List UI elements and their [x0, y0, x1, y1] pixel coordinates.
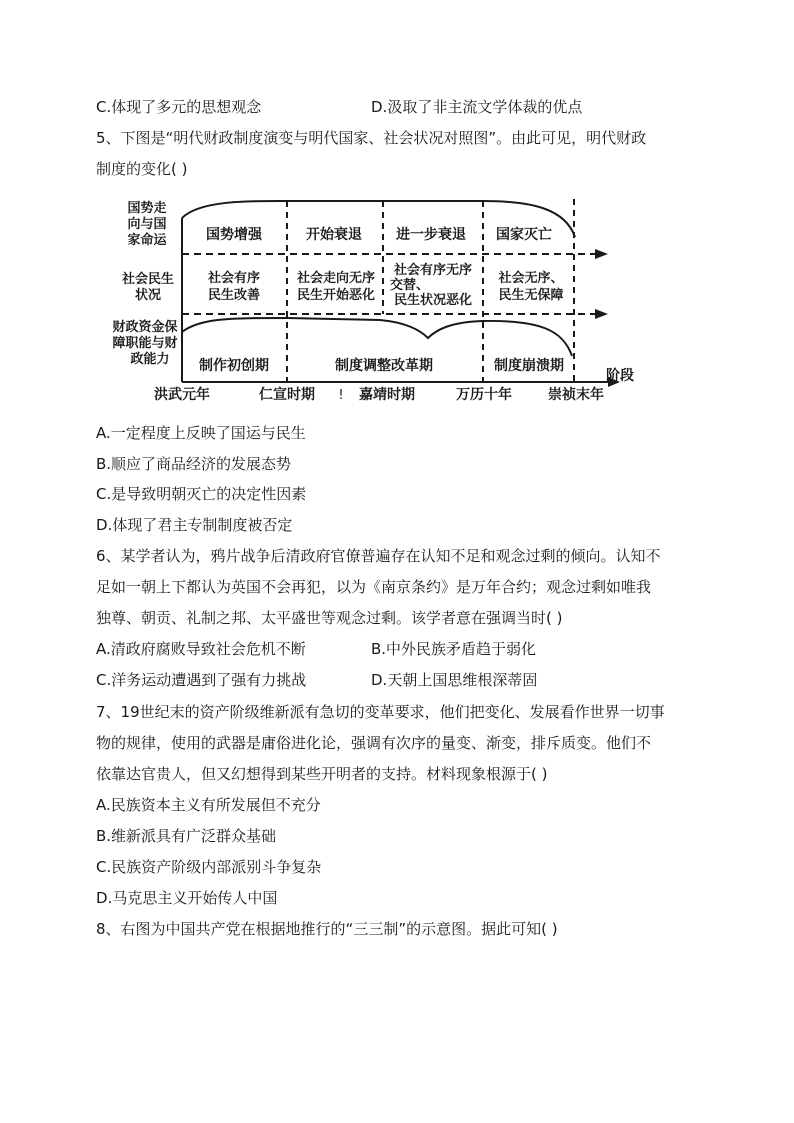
row-label-national-2: 向与国 [127, 217, 167, 232]
row-label-fiscal-1: 财政资金保 [112, 320, 178, 335]
fiscal-trend-curve [182, 318, 572, 356]
timeline-axis-label: 阶段 [606, 368, 634, 384]
q4-option-d: D.汲取了非主流文学体裁的优点 [371, 98, 583, 116]
national-cell-2: 开始衰退 [306, 227, 362, 243]
timeline-mark: ! [338, 388, 344, 403]
q6-option-d: D.天朝上国思维根深蒂固 [371, 671, 538, 689]
arrowhead-upper [595, 249, 608, 259]
q7-stem-line1: 7、19世纪末的资产阶级维新派有急切的变革要求，他们把变化、发展看作世界一切事 [96, 703, 665, 721]
national-cell-4: 国家灭亡 [496, 227, 552, 243]
q7-option-b: B.维新派具有广泛群众基础 [96, 827, 277, 845]
ming-fiscal-diagram [0, 190, 794, 420]
timeline-label-chongzhen: 崇祯末年 [548, 387, 604, 403]
q8-stem: 8、右图为中国共产党在根据地推行的“三三制”的示意图。据此可知( ) [96, 920, 558, 938]
social-cell-4a: 社会无序、 [498, 271, 564, 286]
fiscal-cell-1: 制作初创期 [199, 358, 269, 374]
social-cell-1b: 民生改善 [207, 288, 261, 303]
arrowhead-lower [595, 309, 608, 319]
timeline-label-hongwu: 洪武元年 [154, 387, 210, 403]
social-cell-1a: 社会有序 [207, 271, 261, 286]
q7-stem-line3: 依靠达官贵人，但又幻想得到某些开明者的支持。材料现象根源于( ) [96, 765, 548, 783]
row-label-national-1: 国势走 [127, 201, 167, 216]
row-label-social-1: 社会民生 [121, 272, 175, 287]
q6-option-b: B.中外民族矛盾趋于弱化 [371, 640, 537, 658]
q6-option-a: A.清政府腐败导致社会危机不断 [96, 640, 306, 658]
timeline-label-wanli: 万历十年 [456, 387, 512, 403]
row-label-fiscal-2: 障职能与财 [112, 336, 178, 351]
q5-option-c: C.是导致明朝灭亡的决定性因素 [96, 485, 307, 503]
social-cell-3c: 民生状况恶化 [393, 293, 473, 308]
timeline-label-renxuan: 仁宣时期 [259, 387, 315, 403]
social-cell-4b: 民生无保障 [498, 288, 564, 303]
row-label-national-3: 家命运 [127, 233, 167, 248]
q5-stem-line1: 5、下图是“明代财政制度演变与明代国家、社会状况对照图”。由此可见，明代财政 [96, 129, 647, 147]
social-cell-2a: 社会走向无序 [296, 271, 376, 286]
q6-option-c: C.洋务运动遭遇到了强有力挑战 [96, 671, 307, 689]
q6-stem-line1: 6、某学者认为，鸦片战争后清政府官僚普遍存在认知不足和观念过剩的倾向。认知不 [96, 547, 661, 565]
q6-stem-line2: 足如一朝上下都认为英国不会再犯，以为《南京条约》是万年合约；观念过剩如唯我 [96, 578, 652, 596]
q5-option-b: B.顺应了商品经济的发展态势 [96, 455, 292, 473]
row-label-social-2: 状况 [134, 288, 162, 303]
national-cell-1: 国势增强 [206, 227, 262, 243]
q5-option-a: A.一定程度上反映了国运与民生 [96, 424, 306, 442]
row-label-fiscal-3: 政能力 [130, 352, 170, 367]
q7-option-c: C.民族资产阶级内部派别斗争复杂 [96, 858, 322, 876]
social-cell-2b: 民生开始恶化 [296, 288, 376, 303]
q7-option-d: D.马克思主义开始传人中国 [96, 889, 278, 907]
national-cell-3: 进一步衰退 [396, 227, 466, 243]
fiscal-cell-2: 制度调整改革期 [335, 358, 433, 374]
q7-option-a: A.民族资本主义有所发展但不充分 [96, 796, 321, 814]
fiscal-cell-3: 制度崩溃期 [494, 358, 564, 374]
q5-stem-line2: 制度的变化( ) [96, 160, 188, 178]
q4-option-c: C.体现了多元的思想观念 [96, 98, 262, 116]
q6-stem-line3: 独尊、朝贡、礼制之邦、太平盛世等观念过剩。该学者意在强调当时( ) [96, 609, 563, 627]
timeline-label-jiajing: 嘉靖时期 [359, 387, 415, 403]
q7-stem-line2: 物的规律，使用的武器是庸俗进化论，强调有次序的量变、渐变，排斥质变。他们不 [96, 734, 652, 752]
social-cell-3a: 社会有序无序 [393, 263, 473, 278]
q5-option-d: D.体现了君主专制制度被否定 [96, 516, 293, 534]
social-cell-3b: 交替、 [390, 278, 430, 293]
